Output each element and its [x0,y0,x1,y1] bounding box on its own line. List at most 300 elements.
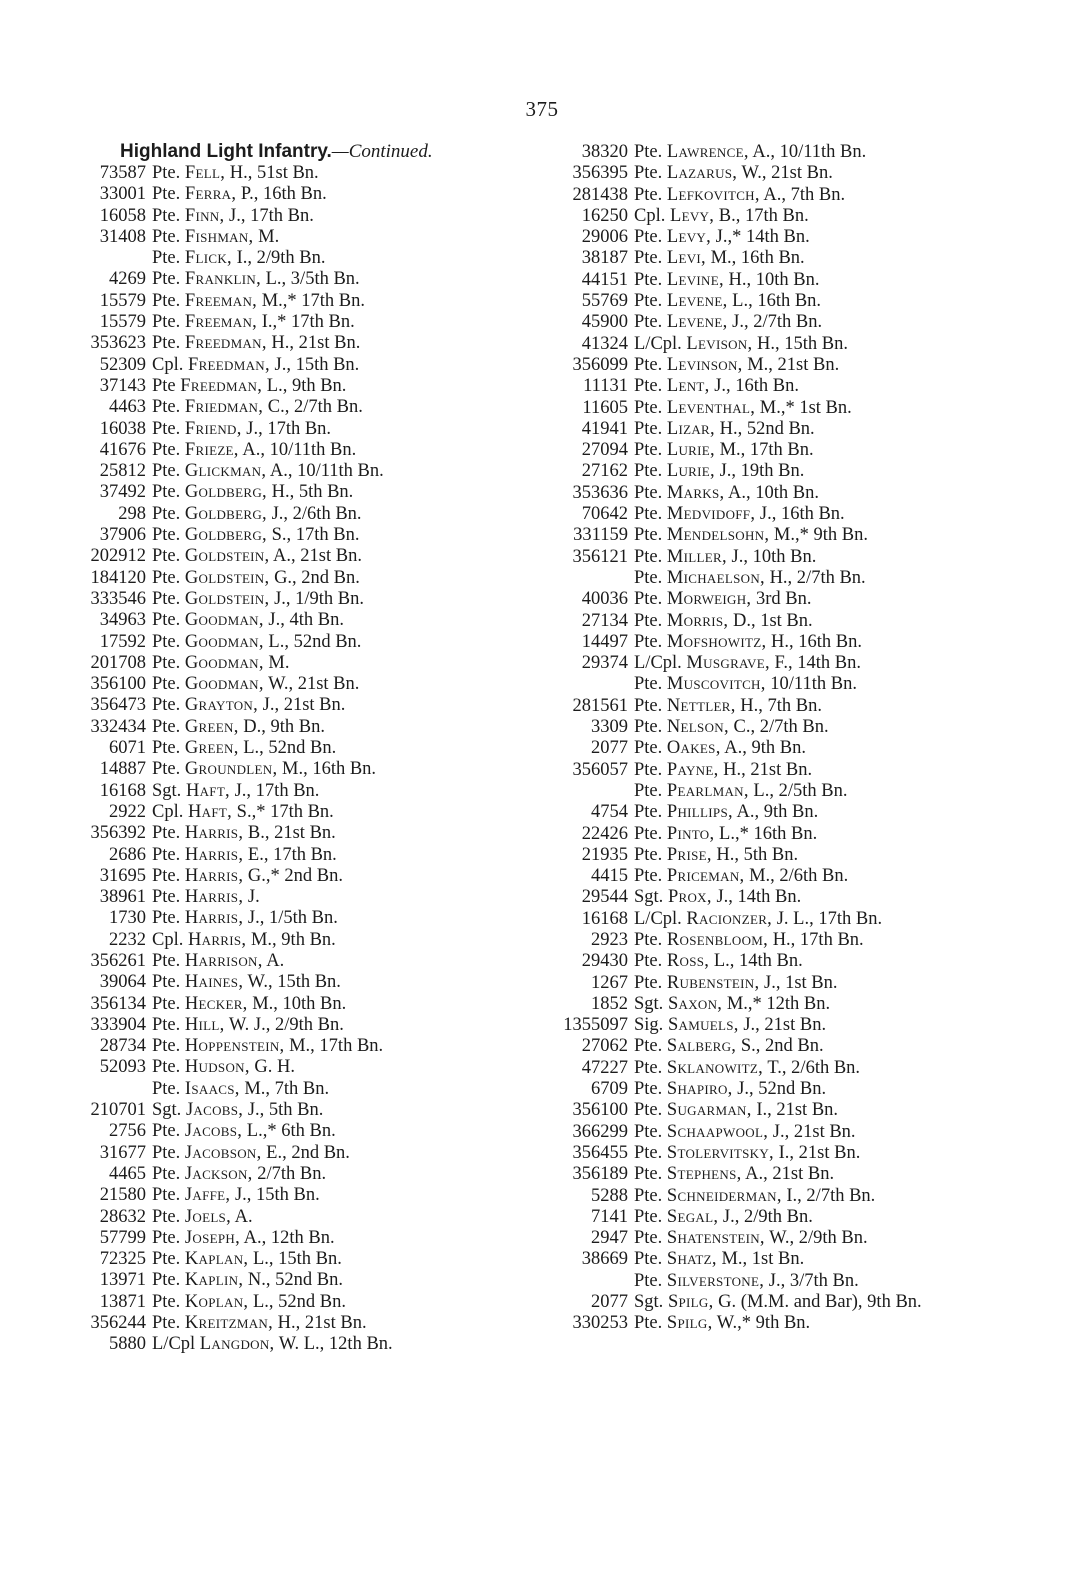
surname: Koplan, [184,1291,249,1312]
entry-text [146,184,327,205]
roll-entry [550,845,1050,866]
roll-entry [550,355,1050,376]
service-number: 331159 [573,525,628,546]
rank: Cpl. [634,205,666,226]
rank: Cpl. [152,929,184,950]
surname: Green, [184,738,239,759]
surname: Haft, [185,780,230,801]
roll-entry [550,376,1050,397]
entry-text [628,291,821,312]
surname: Rubenstein, [666,972,760,993]
service-number: 2756 [109,1121,146,1142]
details: J., 2/9th Bn. [718,1206,813,1227]
entry-text [628,1292,922,1313]
surname: Joels, [184,1206,232,1227]
service-number: 37492 [99,482,146,503]
details: M. [253,226,280,247]
rank: Pte. [152,546,181,567]
details: W., 15th Bn. [243,972,341,993]
details: J., 16th Bn. [755,504,845,525]
rank: Pte. [634,589,663,610]
surname: Prise, [666,844,712,865]
entry-text [146,1015,344,1036]
entry-text [628,930,864,951]
roll-entry [550,653,1050,674]
roll-entry [550,547,1050,568]
roll-entry [62,376,532,397]
rank: Pte. [152,674,181,695]
service-number: 11131 [583,376,628,397]
roll-entry [550,887,1050,908]
roll-entry [62,184,532,205]
rank: Sgt. [152,1100,182,1121]
rank: Pte. [152,652,181,673]
surname: Racionzer, [686,908,773,929]
rank: Pte. [152,418,181,439]
service-number: 37906 [99,525,146,546]
service-number: 356100 [572,1100,628,1121]
entry-text [146,440,356,461]
details: M.,* 17th Bn. [257,290,366,311]
surname: Harris, [184,844,244,865]
roll-entry [550,1271,1050,1292]
surname: Silverstone, [666,1270,765,1291]
rank: Pte. [634,525,663,546]
surname: Friedman, [184,397,264,418]
entry-text [628,185,845,206]
service-number: 210701 [90,1100,146,1121]
details: L.,* 6th Bn. [242,1121,336,1142]
surname: Pinto, [666,823,715,844]
surname: Green, [184,716,239,737]
entry-text [146,1334,393,1355]
service-number: 31695 [99,865,146,886]
entry-text [628,547,816,568]
surname: Shapiro, [666,1079,733,1100]
service-number: 356189 [572,1164,628,1185]
service-number: 356473 [90,695,146,716]
entry-text [628,1015,826,1036]
details: L., 52nd Bn. [248,1291,346,1312]
entry-text [628,270,820,291]
details: 10/11th Bn. [765,674,857,695]
details: M.,* 9th Bn. [769,525,868,546]
roll-entry [550,1015,1050,1036]
details: C., 2/7th Bn. [728,717,829,738]
roll-entry [550,781,1050,802]
roll-entry [62,206,532,227]
entry-text [146,610,344,631]
surname: Jaffe, [184,1185,231,1206]
right-column [550,142,1050,1335]
service-number [550,1271,628,1292]
details: H., 15th Bn. [752,333,849,354]
entry-text [628,611,813,632]
surname: Harris, [187,929,247,950]
surname: Mendelsohn, [666,525,770,546]
service-number: 4465 [109,1163,146,1184]
rank: Pte. [634,1206,663,1227]
surname: Priceman, [666,866,745,887]
rank: Pte. [152,610,181,631]
entry-text [146,546,362,567]
surname: Levene, [666,291,728,312]
details: L., 16th Bn. [727,291,822,312]
entry-text [628,163,833,184]
roll-entry [550,312,1050,333]
details: J., 17th Bn. [224,205,314,226]
service-number: 55769 [581,291,628,312]
surname: Goodman, [184,652,264,673]
details: J., 2/6th Bn. [266,503,362,524]
surname: Harris, [184,865,244,886]
entry-text [628,887,801,908]
details: H., 51st Bn. [225,163,319,183]
roll-entry [550,994,1050,1015]
surname: Goodman, [184,631,264,652]
details: A., 10th Bn. [724,482,820,503]
entry-text [146,994,346,1015]
entry-text [628,1143,860,1164]
rank: Sgt. [634,993,664,1014]
rank: Pte. [634,546,663,567]
details: J., 5th Bn. [243,1100,324,1121]
service-number: 34963 [99,610,146,631]
service-number: 21580 [99,1185,146,1206]
surname: Hudson, [184,1057,250,1078]
details: G. H. [249,1057,295,1078]
details: L., 9th Bn. [262,375,347,396]
details: M. [263,652,290,673]
surname: Freedman, [184,333,267,354]
rank: Pte. [152,1078,181,1099]
entry-text [146,866,343,887]
details: B., 17th Bn. [714,205,809,226]
service-number: 57799 [99,1227,146,1248]
rank: Pte. [634,780,663,801]
entry-text [628,206,809,227]
details: H., 17th Bn. [768,929,864,950]
roll-entry [550,483,1050,504]
rank: Pte. [634,866,663,887]
entry-text [146,738,336,759]
rank: Pte. [634,1142,663,1163]
rank: Pte. [634,291,663,312]
details: J., 10th Bn. [726,546,817,567]
roll-entry [550,334,1050,355]
details: D., 1st Bn. [728,610,813,631]
roll-entry [62,248,532,269]
service-number: 40036 [581,589,628,610]
surname: Mofshowitz, [666,631,767,652]
service-number: 5288 [591,1185,628,1206]
roll-entry [550,738,1050,759]
details: J., 52nd Bn. [732,1079,827,1100]
roll-entry [550,1036,1050,1057]
service-number: 15579 [99,312,146,333]
rank: Pte. [152,759,181,780]
roll-entry [62,610,532,631]
rank: Pte. [634,674,663,695]
details: M., 1st Bn. [716,1249,805,1270]
surname: Shatz, [666,1249,717,1270]
entry-text [146,930,336,951]
rank: Pte. [152,1163,181,1184]
entry-text [628,504,845,525]
details: W., 21st Bn. [737,163,833,184]
service-number: 4269 [109,269,146,290]
rank: Pte. [152,333,181,354]
surname: Sugarman, [666,1100,752,1121]
surname: Freeman, [184,312,258,333]
surname: Shatenstein, [666,1228,765,1249]
service-number: 356099 [572,354,628,375]
surname: Haines, [184,972,244,993]
surname: Ferra, [184,184,237,205]
entry-text [628,824,817,845]
details: H., 2/7th Bn. [764,567,866,588]
surname: Levi, [666,248,706,269]
service-number: 38320 [581,142,628,162]
entry-text [628,1271,859,1292]
rank: Pte. [152,716,181,737]
surname: Leventhal, [666,397,756,418]
roll-entry [550,1122,1050,1143]
roll-entry [62,738,532,759]
entry-text [146,269,360,290]
entry-text [146,376,346,397]
service-number: 2077 [591,738,628,759]
surname: Morris, [666,610,729,631]
rank: Pte. [634,951,663,972]
roll-entry [62,312,532,333]
service-number: 70642 [581,504,628,525]
surname: Hoppenstein, [184,1036,285,1057]
entry-text [146,1164,326,1185]
details: J., 15th Bn. [230,1185,320,1206]
roll-entry [62,1015,532,1036]
entry-text [146,206,314,227]
rank: Pte. [634,717,663,738]
details: T., 2/6th Bn. [763,1057,861,1078]
entry-text [146,525,360,546]
service-number: 31408 [99,226,146,247]
details: 2/7th Bn. [252,1163,327,1184]
roll-entry [550,1207,1050,1228]
service-number: 44151 [581,269,628,290]
service-number: 27134 [581,610,628,631]
details: B., 21st Bn. [243,823,336,844]
surname: Kaplin, [184,1270,244,1291]
service-number: 353623 [90,333,146,354]
rank: Pte. [634,1057,663,1078]
details: M., 17th Bn. [714,440,814,461]
surname: Goldstein, [184,567,270,588]
entry-text [628,1079,826,1100]
details: S.,* 17th Bn. [232,801,334,822]
service-number: 27062 [581,1036,628,1057]
roll-entry [62,1207,532,1228]
entry-text [628,142,866,163]
service-number: 72325 [99,1249,146,1270]
rank: Pte. [152,1227,181,1248]
rank: Pte. [152,631,181,652]
details: M., 17th Bn. [284,1036,384,1057]
entry-text [628,1313,810,1334]
service-number: 45900 [581,312,628,333]
rank: L/Cpl [152,1334,196,1355]
surname: Ross, [666,951,710,972]
entry-text [628,994,830,1015]
details: H., 5th Bn. [711,844,799,865]
service-number: 201708 [90,652,146,673]
rank: Pte. [634,610,663,631]
details: J., 21st Bn. [258,695,346,716]
service-number: 332434 [90,716,146,737]
service-number: 38669 [581,1249,628,1270]
rank: Pte. [152,503,181,524]
roll-entry [550,291,1050,312]
rank: Cpl. [152,354,184,375]
details: M., 2/6th Bn. [744,866,849,887]
details: A., 10/11th Bn. [238,439,357,460]
details: J., 16th Bn. [709,376,800,397]
service-number: 47227 [581,1057,628,1078]
entry-text [628,845,798,866]
roll-entry [550,611,1050,632]
roll-entry [550,1249,1050,1270]
roll-entry [550,525,1050,546]
entry-text [628,674,857,695]
rank: Pte. [634,759,663,780]
entry-text [146,972,341,993]
surname: Rosenbloom, [666,929,769,950]
entry-text [146,1036,383,1057]
rank: Pte. [152,1270,181,1291]
surname: Levinson, [666,354,743,375]
details: H., 21st Bn. [266,333,361,354]
roll-entry [62,440,532,461]
roll-entry [550,568,1050,589]
service-number: 4415 [591,866,628,887]
surname: Levy, [669,205,715,226]
roll-entry [550,227,1050,248]
details: H., 10th Bn. [723,269,820,290]
service-number: 356100 [90,674,146,695]
details: A., 12th Bn. [240,1227,335,1248]
rank: Pte. [634,1313,663,1334]
entry-text [628,738,806,759]
surname: Goldstein, [184,588,270,609]
rank: Pte. [634,1185,663,1206]
entry-text [146,227,279,248]
rank: Pte. [152,823,181,844]
entry-text [628,1122,856,1143]
surname: Marks, [666,482,725,503]
surname: Jackson, [184,1163,253,1184]
surname: Freedman, [180,375,263,396]
roll-entry [550,1058,1050,1079]
service-number: 7141 [591,1206,628,1227]
entry-text [146,397,363,418]
surname: Groundlen, [184,759,278,780]
details: A. [262,950,285,971]
surname: Phillips, [666,802,733,823]
roll-entry [62,1164,532,1185]
details: J.,* 14th Bn. [711,227,810,248]
details: J., 15th Bn. [269,354,360,375]
service-number: 4754 [591,802,628,823]
surname: Lurie, [666,461,715,482]
surname: Lizar, [666,418,715,439]
rank: Pte. [634,354,663,375]
surname: Lurie, [666,440,715,461]
surname: Levison, [686,333,753,354]
surname: Musgrave, [686,653,770,674]
entry-text [146,568,360,589]
surname: Goodman, [184,610,264,631]
rank: Sgt. [634,887,664,908]
entry-text [628,376,799,397]
details: A., 21st Bn. [741,1164,835,1185]
rank: Sgt. [634,1292,664,1313]
rank: Pte [152,375,176,396]
details: W.,* 9th Bn. [712,1313,811,1334]
details: J., 21st Bn. [768,1121,856,1142]
entry-text [628,1207,813,1228]
entry-text [628,1228,868,1249]
details: D., 9th Bn. [238,716,325,737]
roll-entry [62,1121,532,1142]
rank: Sgt. [152,780,182,801]
entry-text [146,802,334,823]
details: M.,* 12th Bn. [722,993,831,1014]
entry-text [146,1143,350,1164]
service-number: 38961 [99,887,146,908]
roll-entry [550,951,1050,972]
roll-entry [62,397,532,418]
service-number: 298 [118,503,146,524]
roll-entry [62,695,532,716]
roll-entry [62,1100,532,1121]
rank: Pte. [634,567,663,588]
roll-entry [550,1079,1050,1100]
rank: Sig. [634,1015,664,1036]
service-number [550,781,628,802]
service-number: 31677 [99,1142,146,1163]
service-number: 15579 [99,290,146,311]
service-number: 52309 [99,354,146,375]
rank: Pte. [152,993,181,1014]
roll-entry [550,973,1050,994]
rank: Pte. [152,887,181,908]
rank: Pte. [634,1121,663,1142]
details: H., 7th Bn. [735,695,822,716]
service-number: 52093 [99,1057,146,1078]
details: A., 21st Bn. [269,546,362,567]
rank: Pte. [634,823,663,844]
service-number: 37143 [99,375,146,396]
roll-entry [62,355,532,376]
details: S., 17th Bn. [266,525,360,546]
roll-entry [62,525,532,546]
details: L., 15th Bn. [248,1249,342,1270]
details: I., 2/7th Bn. [781,1185,876,1206]
roll-entry [550,696,1050,717]
roll-entry [550,248,1050,269]
roll-entry [62,632,532,653]
service-number: 2686 [109,844,146,865]
